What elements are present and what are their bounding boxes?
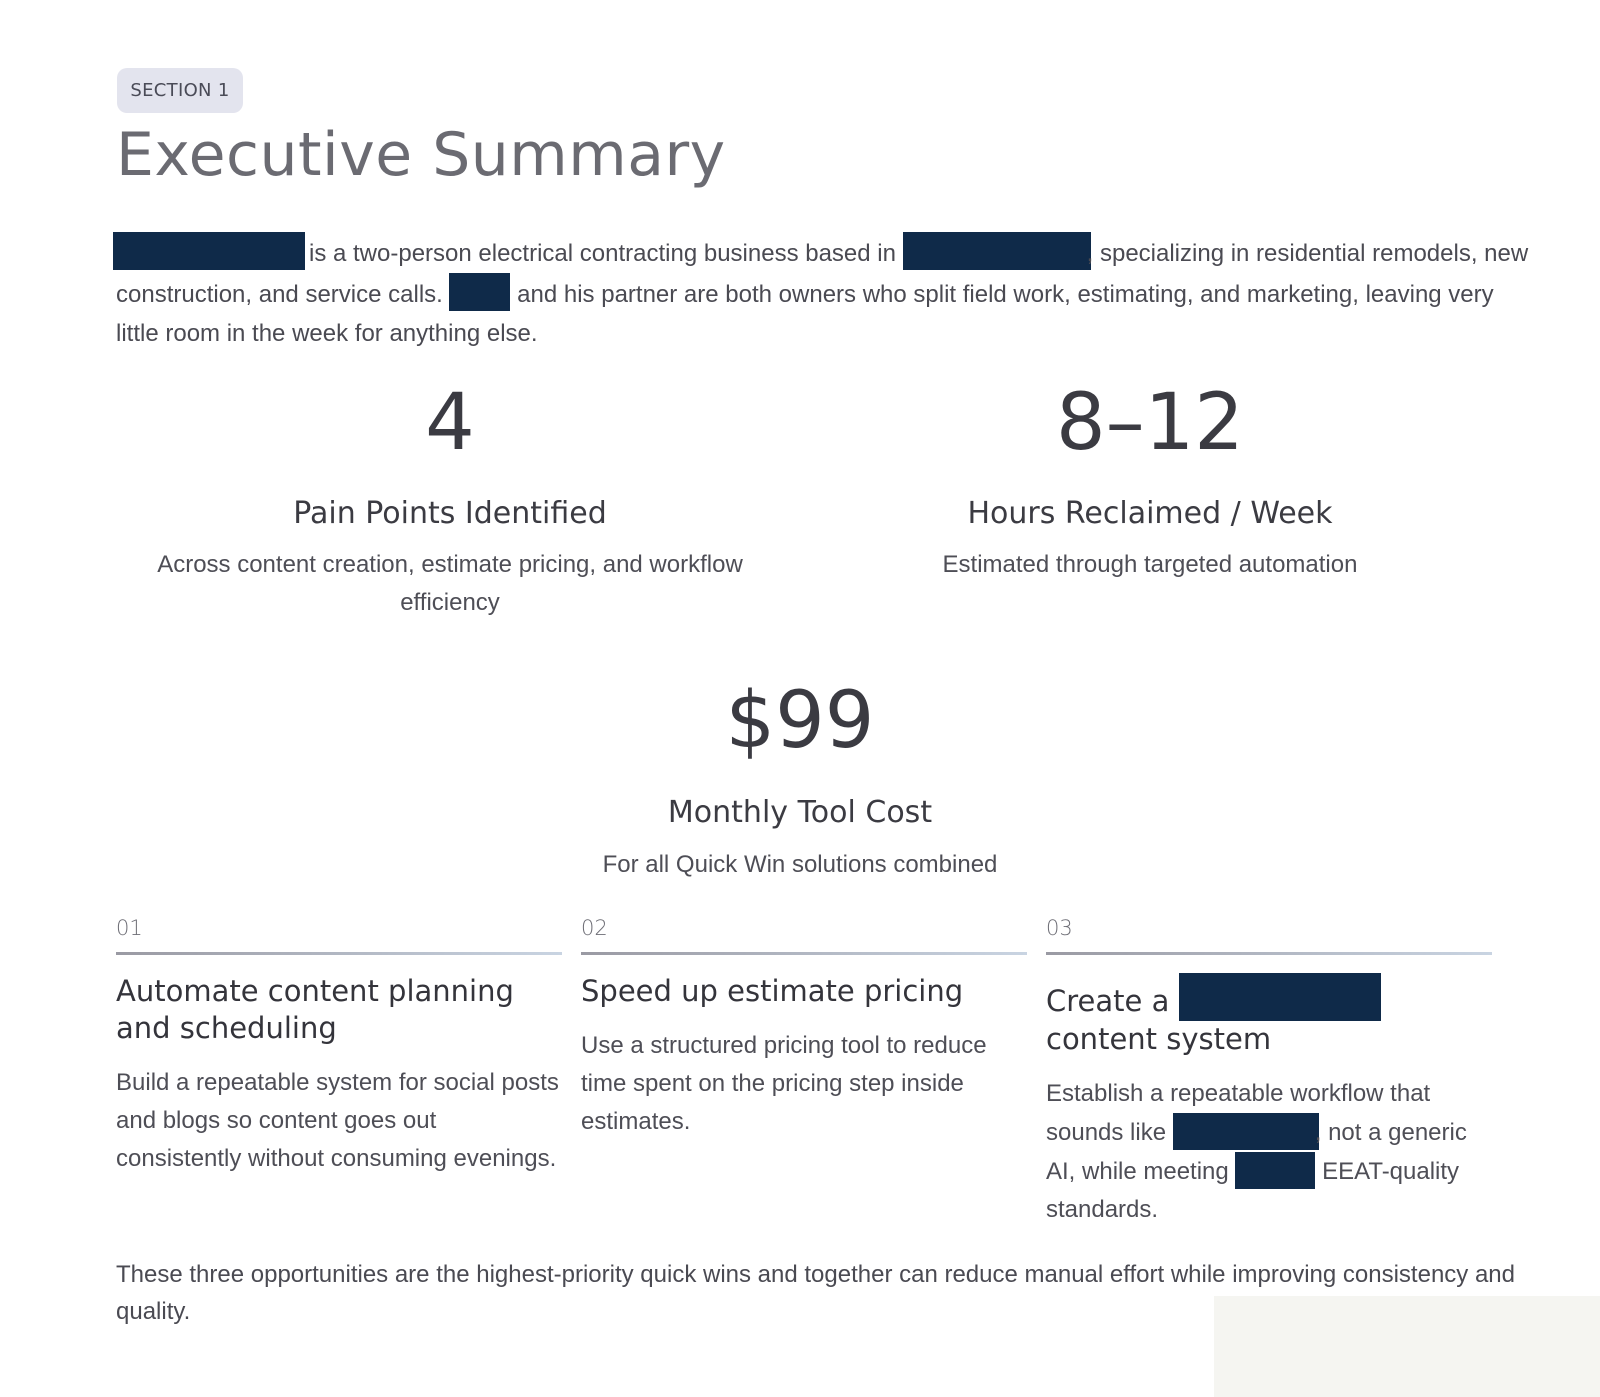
redacted-platform-name xyxy=(1235,1152,1315,1189)
intro-text-3: and his partner are both owners who split field work, estimating, and marketing, leaving very little room in the week for anything else. xyxy=(116,281,1494,347)
intro-text-2: , specializing in residential remodels, new construction, and service calls. xyxy=(116,240,1529,308)
card-title xyxy=(1046,973,1492,1058)
redacted-company-name xyxy=(113,232,305,270)
card-title: Speed up estimate pricing xyxy=(581,974,964,1008)
card-body: Use a structured pricing tool to reduce time spent on the pricing step inside estimates. xyxy=(581,1032,987,1135)
redacted-brand-name xyxy=(1179,973,1381,1021)
card-divider xyxy=(1046,952,1492,955)
redacted-owner-name xyxy=(1173,1113,1319,1150)
opportunity-card-2 xyxy=(581,916,1027,1141)
card-body-text-1: Establish a repeatable workflow that sounds like xyxy=(1046,1080,1431,1146)
intro-paragraph xyxy=(116,232,1536,353)
corner-shade-block xyxy=(1214,1296,1600,1397)
card-divider xyxy=(116,952,562,955)
card-number: 03 xyxy=(1046,916,1073,940)
closing-paragraph: These three opportunities are the highest-priority quick wins and together can reduce manual effort while improving consistency and quality. xyxy=(116,1261,1515,1325)
stat-cost-description: For all Quick Win solutions combined xyxy=(602,851,998,878)
stat-cost-value: $99 xyxy=(725,676,875,766)
card-divider xyxy=(581,952,1027,955)
opportunity-card-1 xyxy=(116,916,562,1178)
stat-hours-value: 8–12 xyxy=(1056,378,1244,468)
card-title-text-1: Create a xyxy=(1046,984,1170,1018)
stat-pain-points-label: Pain Points Identified xyxy=(293,496,607,531)
stat-hours-description: Estimated through targeted automation xyxy=(942,551,1358,578)
stat-hours-label: Hours Reclaimed / Week xyxy=(967,496,1333,531)
card-number: 01 xyxy=(116,916,143,940)
page-title: Executive Summary xyxy=(116,120,726,190)
stat-cost-label: Monthly Tool Cost xyxy=(667,795,933,830)
card-body: Build a repeatable system for social posts and blogs so content goes out consistently without consuming evenings. xyxy=(116,1069,559,1172)
opportunity-card-3 xyxy=(1046,916,1492,1229)
intro-text-1: is a two-person electrical contracting business based in xyxy=(309,240,896,267)
card-body-text-2: , not a generic AI, while meeting xyxy=(1046,1119,1467,1185)
card-title-text-2: content system xyxy=(1046,1022,1272,1056)
redacted-owner-name xyxy=(449,273,510,311)
card-body-text-3: EEAT-quality standards. xyxy=(1046,1158,1460,1223)
redacted-location xyxy=(903,232,1091,270)
stat-pain-points-value: 4 xyxy=(425,378,475,468)
card-title: Automate content planning and scheduling xyxy=(116,974,514,1045)
card-number: 02 xyxy=(581,916,608,940)
card-body xyxy=(1046,1075,1492,1229)
stat-pain-points-description: Across content creation, estimate pricing, and workflow efficiency xyxy=(157,551,743,616)
section-badge: SECTION 1 xyxy=(117,68,243,113)
